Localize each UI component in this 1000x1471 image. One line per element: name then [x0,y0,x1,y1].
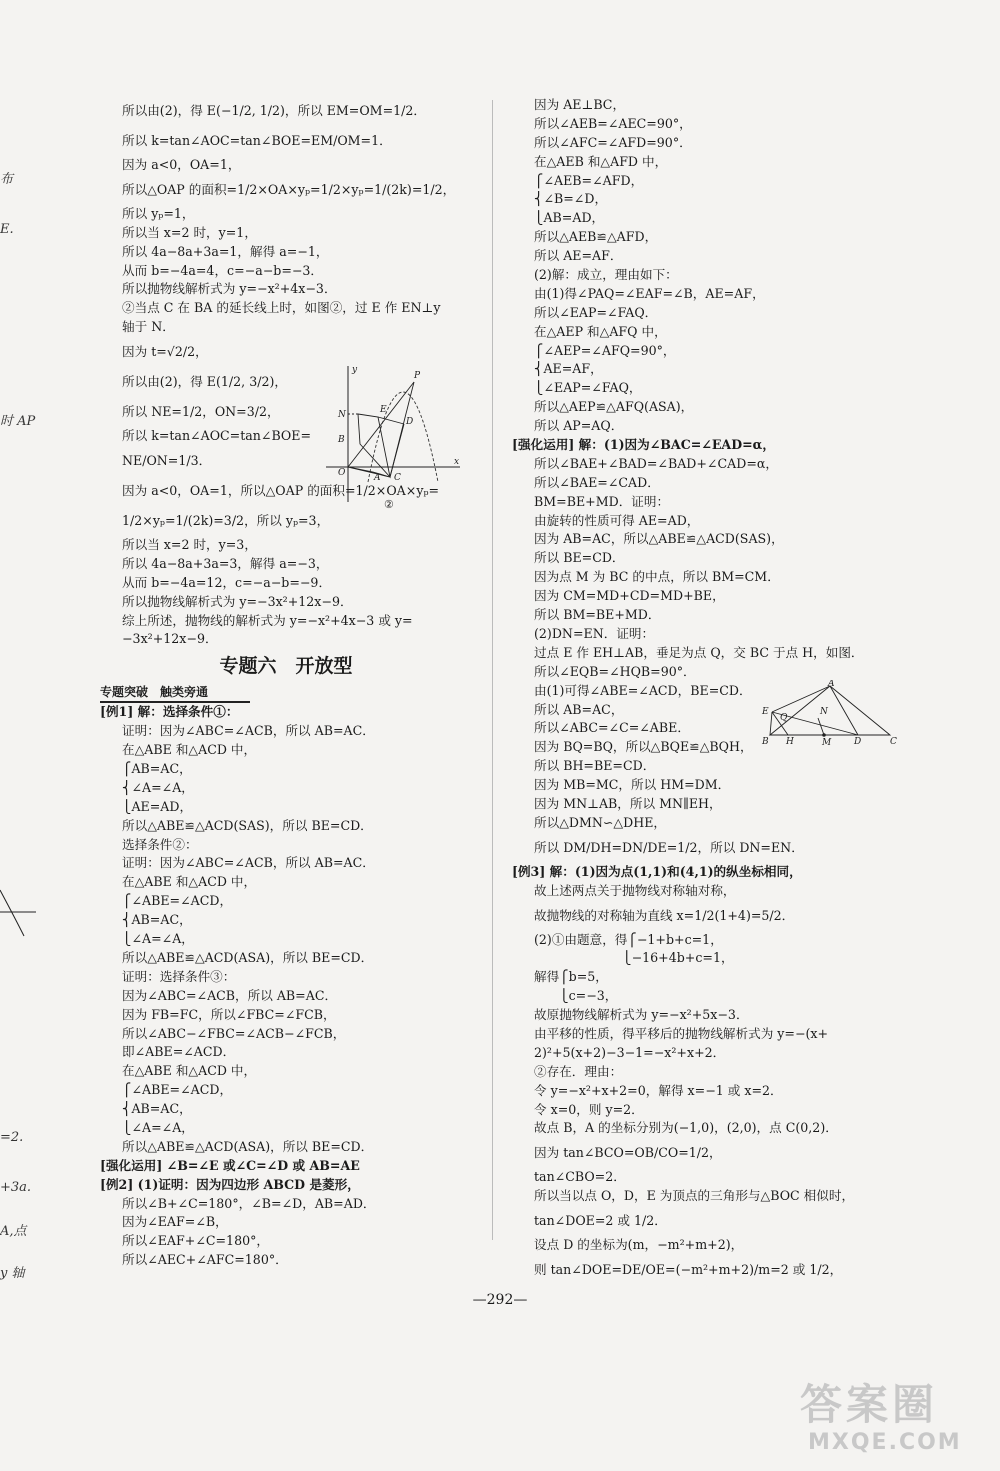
fig3-label-e: E [762,707,769,717]
text-line: 所以当 x=2 时，y=3， [122,537,257,553]
text-line: 证明：因为∠ABC=∠ACB，所以 AB=AC． [122,723,375,739]
text-line: (2)DN=EN．证明： [534,625,655,641]
fig3-label-d: D [854,737,862,747]
text-line: 所以∠AEB=∠AEC=90°， [534,115,692,131]
edge-fragment: =2. [0,1130,24,1145]
text-line: 因为 AE⊥BC， [534,97,626,112]
text-line: 所以∠BAE+∠BAD=∠BAD+∠CAD=α， [534,455,778,471]
text-line: 因为 MN⊥AB，所以 MN∥EH， [534,795,722,811]
text-line: 设点 D 的坐标为(m，−m²+m+2)， [534,1237,744,1253]
text-line: 由平移的性质，得平移后的抛物线解析式为 y=−(x+ [534,1025,829,1041]
segment-eb [770,712,772,735]
text-line: 所以 4a−8a+3a=3，解得 a=−3， [122,555,329,571]
text-line: 所以当以点 O，D，E 为顶点的三角形与△BOC 相似时， [534,1188,855,1204]
text-line: 所以∠ABC=∠C=∠ABE． [534,720,690,736]
text-line: 证明：因为∠ABC=∠ACB，所以 AB=AC． [122,855,375,871]
text-line: 所以 4a−8a+3a=1，解得 a=−1， [122,243,329,259]
text-line: 所以由(2)，得 E(1/2, 3/2)， [122,374,287,390]
figure-2-diagram [318,362,468,512]
text-line: 从而 b=−4a=4，c=−a−b=−3． [122,262,324,278]
edge-sketch [0,880,40,940]
text-line: −3x²+12x−9． [122,631,218,647]
text-line: NE/ON=1/3． [122,453,212,469]
text-line: [强化运用] ∠B=∠E 或∠C=∠D 或 AB=AE [100,1157,360,1173]
text-line: 所以 AP=AQ． [534,418,624,434]
text-line: [例2] (1)证明：因为四边形 ABCD 是菱形， [100,1176,360,1192]
text-line: 故抛物线的对称轴为直线 x=1/2(1+4)=5/2． [534,907,795,923]
text-line: 所以∠BAE=∠CAD． [534,474,660,490]
left-column [100,96,472,1270]
text-line: 在△AEP 和△AFQ 中， [534,323,667,339]
text-line: 所以抛物线解析式为 y=−x²+4x−3． [122,281,337,297]
text-line: 所以∠EAP=∠FAQ． [534,304,658,320]
fig2-label-b: B [338,435,345,445]
text-line: tan∠DOE=2 或 1/2． [534,1213,667,1229]
text-line: ⎧∠AEP=∠AFQ=90°， [534,342,676,358]
fig3-label-b: B [762,737,769,747]
figure-3-diagram [758,680,898,748]
text-line: 所以 AB=AC， [534,701,624,717]
text-line: [例1] 解：选择条件①： [100,704,239,720]
fig3-label-h: H [786,737,794,747]
text-line: 所以∠B+∠C=180°，∠B=∠D，AB=AD． [122,1195,376,1211]
text-line: 所以 k=tan∠AOC=tan∠BOE=EM/OM=1． [122,133,392,148]
text-line: 在△ABE 和△ACD 中， [122,874,257,890]
text-line: ⎧AB=AC， [122,761,192,777]
edge-fragment: y 轴 [0,1266,25,1281]
text-line: ②存在．理由： [534,1063,623,1079]
point-m [822,733,826,737]
text-line: 由(1)得∠PAQ=∠EAF=∠B，AE=AF， [534,285,765,301]
edge-fragment: 布 [0,172,14,187]
segment-mn [818,718,824,735]
text-line: 因为 FB=FC，所以∠FBC=∠FCB， [122,1006,336,1022]
column-divider [492,100,493,1240]
text-line: 轴于 N． [122,319,175,335]
text-line: 在△AEB 和△AFD 中， [534,153,668,169]
fig2-label-e: E [380,405,387,415]
text-line: ⎩∠EAP=∠FAQ， [534,380,642,396]
text-line: 所以 BE=CD． [534,550,625,566]
text-line: 由(1)可得∠ABE=∠ACD，BE=CD． [534,682,752,698]
text-line: 所以△OAP 的面积=1/2×OA×yₚ=1/2×yₚ=1/(2k)=1/2， [122,181,456,197]
fig2-label-p: P [414,371,421,381]
fig3-label-a: A [828,680,835,689]
text-line: 选择条件②： [122,836,198,852]
text-line: 因为 MB=MC，所以 HM=DM． [534,777,731,793]
edge-fragment: 时 AP [0,414,36,429]
fig2-label-d: D [406,417,414,427]
text-line: 故原抛物线解析式为 y=−x²+5x−3． [534,1007,749,1023]
text-line: (2)解：成立，理由如下： [534,267,678,283]
text-line: 所以 AE=AF． [534,248,623,264]
text-line: 因为 tan∠BCO=OB/CO=1/2， [534,1145,722,1161]
text-line: 所以 yₚ=1， [122,205,195,221]
text-line: 因为∠EAF=∠B， [122,1214,228,1230]
edge-fragment: E. [0,222,14,237]
left-example-text [100,703,472,1270]
text-line: 从而 b=−4a=12，c=−a−b=−9． [122,574,332,590]
text-line: 所以由(2)，得 E(−1/2, 1/2)，所以 EM=OM=1/2． [122,103,426,118]
text-line: 则 tan∠DOE=DE/OE=(−m²+m+2)/m=2 或 1/2， [534,1261,843,1277]
text-line: 所以 NE=1/2，ON=3/2， [122,404,280,420]
text-line: 因为 a<0，OA=1， [122,157,241,172]
parabola-curve [368,392,438,482]
text-line: 故上述两点关于抛物线对称轴对称， [534,882,736,898]
text-line: ⎨∠B=∠D， [534,191,608,207]
text-line: 在△ABE 和△ACD 中， [122,1063,257,1079]
text-line: ⎩AE=AD， [122,798,193,814]
text-line: 因为 a<0，OA=1，所以△OAP 的面积=1/2×OA×yₚ= [122,483,440,499]
edge-fragment: +3a. [0,1180,32,1195]
text-line: 因为∠ABC=∠ACB，所以 AB=AC． [122,987,338,1003]
text-line: 由旋转的性质可得 AE=AD， [534,512,700,528]
text-line: 所以△AEB≌△AFD， [534,229,658,245]
text-line: 因为 t=√2/2， [122,344,208,360]
text-line: 综上所述，抛物线的解析式为 y=−x²+4x−3 或 y= [122,612,413,628]
text-line: 所以∠AFC=∠AFD=90°． [534,134,692,150]
edge-curve [0,890,24,936]
text-line: 所以 k=tan∠AOC=tan∠BOE= [122,428,312,444]
fig3-label-c: C [890,737,897,747]
text-line: ⎨AB=AC， [122,1101,192,1117]
text-line: ⎩∠A=∠A， [122,1119,194,1135]
text-line: 故点 B，A 的坐标分别为(−1,0)，(2,0)，点 C(0,2)． [534,1120,838,1136]
fig2-label-o: O [338,468,346,478]
fig3-label-q: Q [780,713,788,723]
watermark [800,1372,995,1467]
text-line: ⎩∠A=∠A， [122,931,194,947]
text-line: 证明：选择条件③： [122,968,236,984]
fig2-label-y: y [352,365,358,375]
text-line: [例3] 解：(1)因为点(1,1)和(4,1)的纵坐标相同， [512,863,802,879]
section-subtitle: 专题突破 触类旁通 [100,683,250,703]
text-line: 所以△ABE≌△ACD(SAS)，所以 BE=CD． [122,817,373,833]
edge-fragment: A,点 [0,1224,27,1239]
text-line: 令 x=0，则 y=2． [534,1101,644,1117]
text-line: 解得⎧b=5， [534,969,608,985]
fig2-label-a: A [374,473,381,483]
text-line: 2)²+5(x+2)−3−1=−x²+x+2． [534,1044,726,1060]
text-line: 即∠ABE=∠ACD． [122,1044,236,1060]
fig2-label-x: x [454,457,460,467]
text-line: 因为点 M 为 BC 的中点，所以 BM=CM． [534,569,780,585]
text-line: 在△ABE 和△ACD 中， [122,742,257,758]
fig2-label-c: C [394,473,401,483]
text-line: ⎩c=−3， [534,988,618,1004]
text-line: 因为 AB=AC，所以△ABE≌△ACD(SAS)， [534,531,784,547]
text-line: ⎩AB=AD， [534,210,605,226]
text-line: 1/2×yₚ=1/(2k)=3/2，所以 yₚ=3， [122,513,330,529]
text-line: 所以∠AEC+∠AFC=180°． [122,1252,288,1268]
text-line: 所以抛物线解析式为 y=−3x²+12x−9． [122,593,353,609]
fig3-label-n: N [820,707,828,717]
text-line: 所以 DM/DH=DN/DE=1/2，所以 DN=EN． [534,839,804,855]
text-line: 所以△ABE≌△ACD(ASA)，所以 BE=CD． [122,949,374,965]
text-line: 令 y=−x²+x+2=0，解得 x=−1 或 x=2． [534,1082,783,1098]
text-line: ⎧∠ABE=∠ACD， [122,893,233,909]
text-line: 所以△DMN∽△DHE， [534,814,666,830]
text-line: 所以当 x=2 时，y=1， [122,224,257,240]
text-line: 所以△AEP≌△AFQ(ASA)， [534,399,694,415]
text-line: ⎧∠AEB=∠AFD， [534,172,644,188]
text-line: (2)①由题意，得⎧−1+b+c=1， [534,931,723,947]
segment-ad [830,686,858,735]
text-line: [强化运用] 解：(1)因为∠BAC=∠EAD=α， [512,437,775,453]
text-line: ⎩−16+4b+c=1， [534,950,734,966]
text-line: ⎨AE=AF， [534,361,603,377]
text-line: 所以 BH=BE=CD． [534,758,656,774]
quad-nebc [358,414,390,477]
page-number: —292— [472,1292,528,1308]
fig2-caption: ② [384,498,394,511]
text-line: ⎧∠ABE=∠ACD， [122,1082,233,1098]
text-line: ⎨∠A=∠A， [122,779,194,795]
text-line: 过点 E 作 EH⊥AB，垂足为点 Q，交 BC 于点 H，如图． [534,644,864,660]
text-line: ⎨AB=AC， [122,912,192,928]
text-line: tan∠CBO=2． [534,1169,626,1185]
watermark-logo-text: 答案圈 [800,1380,939,1429]
watermark-url: MXQE.COM [808,1430,962,1455]
fig3-label-m: M [822,738,832,748]
text-line: 所以 BM=BE+MD． [534,607,661,623]
text-line: 所以∠EQB=∠HQB=90°． [534,663,696,679]
line-dc [390,424,404,477]
text-line: ②当点 C 在 BA 的延长线上时，如图②，过 E 作 EN⊥y [122,300,441,316]
section-title: 专题六 开放型 [219,655,353,678]
text-line: 因为 CM=MD+CD=MD+BE， [534,588,725,604]
text-line: BM=BE+MD．证明： [534,493,670,509]
fig2-label-n: N [338,410,346,420]
text-line: 所以∠EAF+∠C=180°， [122,1233,269,1249]
text-line: 所以△ABE≌△ACD(ASA)，所以 BE=CD． [122,1138,374,1154]
text-line: 因为 BQ=BQ，所以△BQE≌△BQH， [534,739,753,755]
text-line: 所以∠ABC−∠FBC=∠ACB−∠FCB， [122,1025,346,1041]
